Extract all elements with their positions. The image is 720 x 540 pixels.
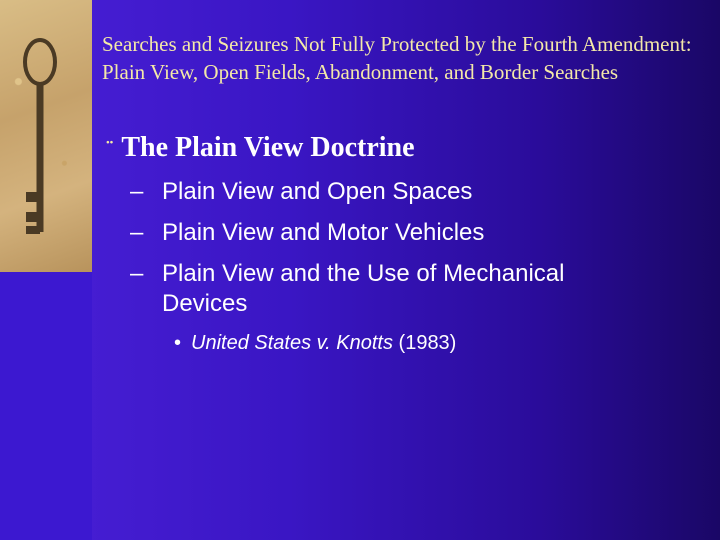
case-year: (1983) bbox=[398, 332, 457, 354]
skeleton-key-icon bbox=[0, 0, 92, 272]
dash-marker: – bbox=[130, 260, 144, 287]
heading-item bbox=[106, 132, 415, 164]
slide-title: Searches and Seizures Not Fully Protected by the Fourth Amendment: Plain View, Open Fields, Abandonment, and Border Searches bbox=[102, 32, 692, 84]
sub-item bbox=[130, 259, 564, 319]
heading-text: The Plain View Doctrine bbox=[121, 132, 415, 163]
sub-item bbox=[130, 177, 472, 207]
sub-item bbox=[130, 218, 484, 248]
sub-item-continuation: Devices bbox=[162, 290, 248, 317]
sub-item-text: Plain View and the Use of Mechanical bbox=[162, 260, 565, 287]
dash-marker: – bbox=[130, 178, 144, 205]
case-name: United States v. Knotts bbox=[191, 332, 393, 354]
dash-marker: – bbox=[130, 219, 144, 246]
key-photo bbox=[0, 0, 92, 272]
case-item bbox=[174, 332, 456, 355]
dot-marker: • bbox=[174, 332, 182, 354]
sub-item-text: Plain View and Motor Vehicles bbox=[162, 219, 485, 246]
sub-item-text: Plain View and Open Spaces bbox=[162, 178, 473, 205]
bullet-marker: ¨ bbox=[106, 136, 114, 161]
